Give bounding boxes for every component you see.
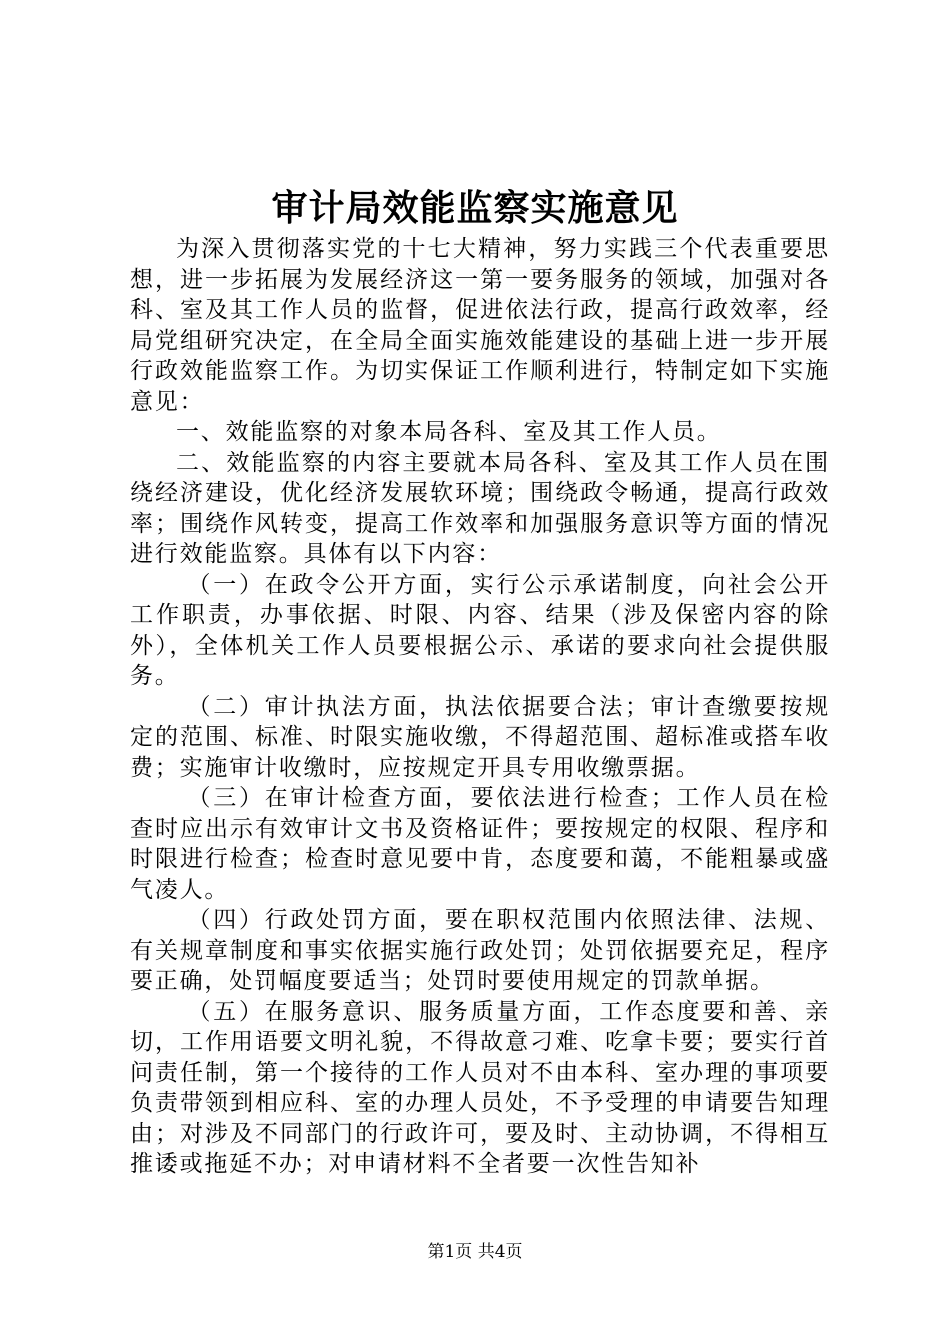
paragraph-item-2: （二）审计执法方面，执法依据要合法；审计查缴要按规定的范围、标准、时限实施收缴，不得超范围、超标准或搭车收费；实施审计收缴时，应按规定开具专用收缴票据。 (130, 693, 830, 781)
paragraph-item-5: （五）在服务意识、服务质量方面，工作态度要和善、亲切，工作用语要文明礼貌，不得故意刁难、吃拿卡要；要实行首问责任制，第一个接待的工作人员对不由本科、室办理的事项要负责带领到相应科、室的办理人员处，不予受理的申请要告知理由；对涉及不同部门的行政许可，要及时、主动协调，不得相互推诿或拖延不办；对申请材料不全者要一次性告知补 (130, 998, 830, 1177)
paragraph-item-3: （三）在审计检查方面，要依法进行检查；工作人员在检查时应出示有效审计文书及资格证件；要按规定的权限、程序和时限进行检查；检查时意见要中肯，态度要和蔼，不能粗暴或盛气凌人。 (130, 785, 830, 903)
paragraph-section-1: 一、效能监察的对象本局各科、室及其工作人员。 (176, 419, 722, 445)
paragraph-item-4: （四）行政处罚方面，要在职权范围内依照法律、法规、有关规章制度和事实依据实施行政处罚；处罚依据要充足，程序要正确，处罚幅度要适当；处罚时要使用规定的罚款单据。 (130, 907, 830, 994)
paragraph-intro: 为深入贯彻落实党的十七大精神，努力实践三个代表重要思想，进一步拓展为发展经济这一第一要务服务的领域，加强对各科、室及其工作人员的监督，促进依法行政，提高行政效率，经局党组研究决定，在全局全面实施效能建设的基础上进一步开展行政效能监察工作。为切实保证工作顺利进行，特制定如下实施意见： (130, 236, 830, 415)
paragraph-item-1: （一）在政令公开方面，实行公示承诺制度，向社会公开工作职责，办事依据、时限、内容、结果（涉及保密内容的除外），全体机关工作人员要根据公示、承诺的要求向社会提供服务。 (130, 571, 830, 689)
page-number-footer: 第1页 共4页 (427, 1242, 523, 1262)
document-body (130, 234, 830, 1180)
paragraph-section-2: 二、效能监察的内容主要就本局各科、室及其工作人员在围绕经济建设，优化经济发展软环境；围绕政令畅通，提高行政效率；围绕作风转变，提高工作效率和加强服务意识等方面的情况进行效能监察。具体有以下内容： (130, 449, 830, 567)
document-title: 审计局效能监察实施意见 (271, 187, 679, 229)
